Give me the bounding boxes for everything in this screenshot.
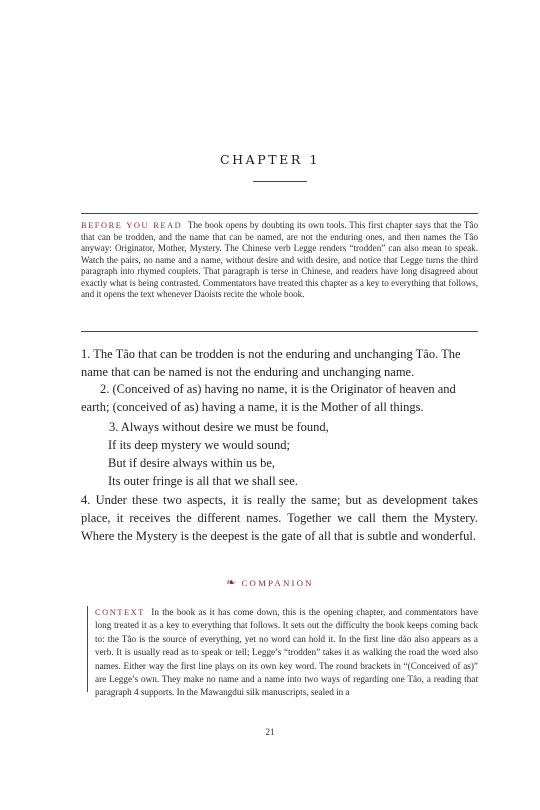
paragraph-1: 1. The Tâo that can be trodden is not the enduring and unchanging Tâo. The name that can be named is not the enduring and unchanging name. (81, 347, 461, 380)
page-number: 21 (265, 727, 275, 737)
context-paragraph (95, 606, 479, 698)
preface-paragraph (81, 220, 478, 301)
companion-label: COMPANION (241, 578, 314, 588)
context-text: In the book as it has come down, this is the opening chapter, and commentators have long treated it as a key to everything that follows. It sets out the difficulty the book keeps coming back to: the Tâo is the source of everything, yet no word can hold it. In the first line dào also appears as a verb. It is usually read as to speak or tell; Legge’s “trodden” takes it as walking the road the word also names. Either way the first line plays on its own key word. The round brackets in “(Conceived of as)” are Legge’s own. They make no name and a name into two ways of regarding one Tâo, a reading that paragraph 4 supports. In the Mawangdui silk manuscripts, sealed in a (95, 607, 479, 698)
context-box (87, 606, 479, 698)
context-label: CONTEXT (95, 608, 145, 617)
paragraph-2-text: 2. (Conceived of as) having no name, it is the Originator of heaven and earth; (conceived of as) having a name, it is the Mother of all things. (81, 382, 456, 415)
verse-stanza (108, 418, 329, 490)
companion-heading (0, 576, 540, 589)
verse-line: But if desire always within us be, (108, 456, 275, 470)
verse-line: 3. Always without desire we must be found, (109, 420, 329, 434)
preface-text: The book opens by doubting its own tools. This first chapter says that the Tâo that can be trodden, and the name that can be named, are not the enduring ones, and then names the Tâo anyway: Originator, Mother, Mystery. The Chinese verb Legge renders “trodden” can also mean to speak. Watch the pairs, no name and a name, without desire and with desire, and notice that Legge turns the third paragraph into rhymed couplets. That paragraph is terse in Chinese, and readers have long disagreed about exactly what is being contrasted. Commentators have treated this chapter as a key to everything that follows, and it opens the text whenever Daoists recite the whole book. (81, 220, 479, 299)
chapter-rule (253, 181, 307, 182)
paragraph-2 (81, 380, 478, 416)
before-you-read-box (81, 213, 478, 332)
verse-line: If its deep mystery we would sound; (108, 438, 290, 452)
fleuron-icon: ❧ (226, 577, 236, 589)
preface-label: BEFORE YOU READ (81, 221, 183, 230)
chapter-heading: CHAPTER 1 (219, 152, 321, 167)
verse-line: Its outer fringe is all that we shall see. (108, 474, 298, 488)
paragraph-4: 4. Under these two aspects, it is really the same; but as development takes place, it receives the different names. Together we call them the Mystery. Where the Mystery is the deepest is the gate of all that is subtle and wonderful. (81, 493, 478, 544)
